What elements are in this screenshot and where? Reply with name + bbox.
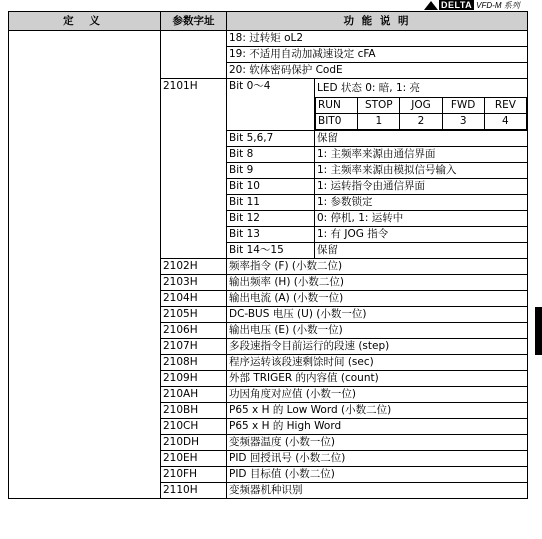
table-row <box>9 31 528 47</box>
register-address: 210DH <box>161 435 227 451</box>
register-desc: P65 x H 的 High Word <box>227 419 528 435</box>
register-address: 210AH <box>161 387 227 403</box>
register-desc: 输出频率 (H) (小数二位) <box>227 275 528 291</box>
register-address: 2105H <box>161 307 227 323</box>
register-desc: 多段速指令目前运行的段速 (step) <box>227 339 528 355</box>
bit-index-3: 3 <box>442 114 484 130</box>
bit-label: Bit 13 <box>227 227 315 243</box>
header-function: 功 能 说 明 <box>227 12 528 31</box>
register-desc: P65 x H 的 Low Word (小数二位) <box>227 403 528 419</box>
error-code-20: 20: 软体密码保护 CodE <box>227 63 528 79</box>
bit-label: Bit 12 <box>227 211 315 227</box>
register-desc: 输出电流 (A) (小数一位) <box>227 291 528 307</box>
bit-label: Bit 8 <box>227 147 315 163</box>
bit-desc: 保留 <box>315 131 528 147</box>
status-address: 2101H <box>161 79 227 259</box>
header-definition: 定 义 <box>9 12 161 31</box>
led-stop: STOP <box>358 98 400 114</box>
led-rev: REV <box>484 98 526 114</box>
register-desc: DC-BUS 电压 (U) (小数一位) <box>227 307 528 323</box>
bit-label: Bit 14～15 <box>227 243 315 259</box>
led-fwd: FWD <box>442 98 484 114</box>
parameter-table <box>8 11 528 499</box>
bit-label: Bit 5,6,7 <box>227 131 315 147</box>
register-address: 2109H <box>161 371 227 387</box>
bit-label: Bit 0～4 <box>227 79 315 131</box>
led-bit-map <box>315 97 527 130</box>
bit-desc: 1: 主频率来源由模拟信号输入 <box>315 163 528 179</box>
led-run: RUN <box>316 98 358 114</box>
error-code-19: 19: 不适用自动加减速设定 cFA <box>227 47 528 63</box>
bit-desc: 1: 参数锁定 <box>315 195 528 211</box>
register-desc: 功因角度对应值 (小数一位) <box>227 387 528 403</box>
delta-triangle-icon <box>424 1 438 10</box>
register-desc: 程序运转该段速剩馀时间 (sec) <box>227 355 528 371</box>
register-address: 2110H <box>161 483 227 499</box>
register-desc: 变频器温度 (小数一位) <box>227 435 528 451</box>
register-address: 210CH <box>161 419 227 435</box>
error-code-18: 18: 过转矩 oL2 <box>227 31 528 47</box>
register-address: 2102H <box>161 259 227 275</box>
register-desc: PID 回授讯号 (小数二位) <box>227 451 528 467</box>
header-address: 参数字址 <box>161 12 227 31</box>
bit-desc: 保留 <box>315 243 528 259</box>
register-desc: 外部 TRIGER 的内容值 (count) <box>227 371 528 387</box>
bit-label: Bit 10 <box>227 179 315 195</box>
brand-header <box>424 0 520 10</box>
brand-logo: DELTA <box>441 0 473 10</box>
bit-index-2: 2 <box>400 114 442 130</box>
register-address: 2108H <box>161 355 227 371</box>
chapter-tab <box>535 307 542 355</box>
bit-label: Bit 11 <box>227 195 315 211</box>
address-cell <box>161 31 227 79</box>
series-label: VFD-M 系列 <box>476 0 520 10</box>
table-header-row <box>9 12 528 31</box>
led-status-cell <box>315 79 528 131</box>
bit-index-0: BIT0 <box>316 114 358 130</box>
register-desc: 变频器机种识别 <box>227 483 528 499</box>
register-address: 210EH <box>161 451 227 467</box>
register-address: 2103H <box>161 275 227 291</box>
register-address: 210BH <box>161 403 227 419</box>
bit-index-1: 1 <box>358 114 400 130</box>
bit-desc: 1: 主频率来源由通信界面 <box>315 147 528 163</box>
led-jog: JOG <box>400 98 442 114</box>
bit-desc: 1: 运转指令由通信界面 <box>315 179 528 195</box>
bit-index-4: 4 <box>484 114 526 130</box>
register-desc: 频率指令 (F) (小数二位) <box>227 259 528 275</box>
bit-label: Bit 9 <box>227 163 315 179</box>
register-address: 2106H <box>161 323 227 339</box>
register-address: 2104H <box>161 291 227 307</box>
led-status-desc: LED 状态 0: 暗, 1: 亮 <box>317 82 421 94</box>
register-desc: PID 目标值 (小数二位) <box>227 467 528 483</box>
bit-desc: 1: 有 JOG 指令 <box>315 227 528 243</box>
register-address: 210FH <box>161 467 227 483</box>
definition-cell <box>9 31 161 499</box>
register-address: 2107H <box>161 339 227 355</box>
register-desc: 输出电压 (E) (小数一位) <box>227 323 528 339</box>
bit-desc: 0: 停机, 1: 运转中 <box>315 211 528 227</box>
